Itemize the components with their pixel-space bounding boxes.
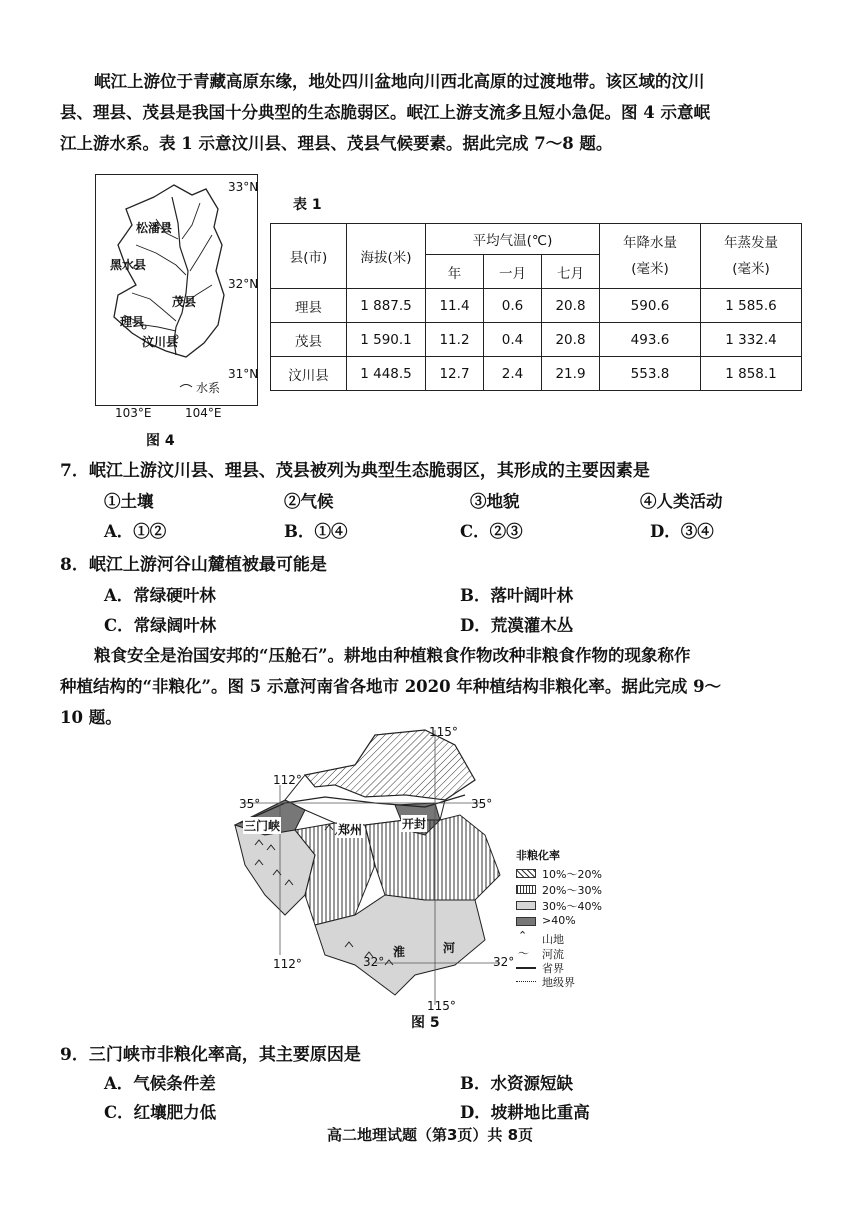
q8-option-b[interactable]: B．落叶阔叶林 <box>460 586 573 605</box>
table-row <box>271 323 802 357</box>
q7-option-b[interactable]: B．①④ <box>284 522 348 541</box>
tributary <box>182 203 200 239</box>
legend-label: 山地 <box>542 933 564 946</box>
legend-water-label: 水系 <box>196 381 221 395</box>
header-county: 县(市) <box>271 224 347 289</box>
table-cell: 12.7 <box>426 357 484 391</box>
header-year: 年 <box>426 255 484 289</box>
legend-water-symbol <box>180 385 192 388</box>
table-1-title: 表 1 <box>293 197 322 213</box>
province-border-icon <box>516 967 536 969</box>
place-label: 汶川县 <box>142 335 179 349</box>
q8-option-c[interactable]: C．常绿阔叶林 <box>104 616 217 635</box>
header-precip-line2: (毫米) <box>631 261 669 277</box>
table-cell: 11.4 <box>426 289 484 323</box>
table-cell: 茂县 <box>271 323 347 357</box>
river-label: 河 <box>443 941 456 955</box>
lon-label: 112° <box>273 773 302 787</box>
main-river <box>172 197 188 355</box>
table-cell: 理县 <box>271 289 347 323</box>
header-precip-line1: 年降水量 <box>623 235 677 251</box>
city-label: 三门峡 <box>244 819 281 833</box>
intro-line: 岷江上游位于青藏高原东缘，地处四川盆地向川西北高原的过渡地带。该区域的汶川 <box>94 72 705 91</box>
legend-swatch-10-20 <box>516 869 536 878</box>
legend-label: >40% <box>542 914 576 927</box>
intro-line: 江上游水系。表 1 示意汶川县、理县、茂县气候要素。据此完成 7～8 题。 <box>60 134 613 153</box>
lat-label: 33°N <box>228 180 259 194</box>
river-icon: 〜 <box>518 947 529 960</box>
q8-option-a[interactable]: A．常绿硬叶林 <box>104 586 216 605</box>
q9-option-a[interactable]: A．气候条件差 <box>104 1074 216 1093</box>
legend-label: 20%～30% <box>542 884 602 897</box>
legend-label: 省界 <box>542 962 564 975</box>
lon-label: 115° <box>427 999 456 1013</box>
legend-label: 10%～20% <box>542 868 602 881</box>
legend-label: 30%～40% <box>542 900 602 913</box>
q7-option-c[interactable]: C．②③ <box>460 522 523 541</box>
place-label: 黑水县 <box>110 258 147 272</box>
table-cell: 590.6 <box>600 289 701 323</box>
table-cell: 1 448.5 <box>347 357 426 391</box>
lat-label: 31°N <box>228 367 259 381</box>
table-cell: 1 590.1 <box>347 323 426 357</box>
intro-line: 县、理县、茂县是我国十分典型的生态脆弱区。岷江上游支流多且短小急促。图 4 示意岷 <box>60 103 710 122</box>
header-avg-temp: 平均气温(℃) <box>426 224 600 255</box>
header-jul: 七月 <box>542 255 600 289</box>
table-cell: 553.8 <box>600 357 701 391</box>
table-row <box>271 289 802 323</box>
lat-label: 35° <box>471 797 493 811</box>
place-label: 理县 <box>120 315 145 329</box>
legend-label: 地级界 <box>542 976 575 989</box>
river-label: 淮 <box>393 945 406 959</box>
q7-factor: ③地貌 <box>470 492 520 511</box>
table-cell: 21.9 <box>542 357 600 391</box>
table-cell: 1 585.6 <box>701 289 802 323</box>
q9-option-c[interactable]: C．红壤肥力低 <box>104 1103 217 1122</box>
lon-label: 115° <box>429 725 458 739</box>
mountain-icon: ⌃ <box>518 929 528 942</box>
intro-paragraph-2 <box>60 640 805 733</box>
table-row <box>271 357 802 391</box>
table-cell: 1 332.4 <box>701 323 802 357</box>
legend-swatch-30-40 <box>516 901 536 910</box>
table-cell: 11.2 <box>426 323 484 357</box>
lat-label: 35° <box>239 797 261 811</box>
q7-option-a[interactable]: A．①② <box>104 522 167 541</box>
header-evap <box>701 224 802 289</box>
intro-line: 粮食安全是治国安邦的“压舱石”。耕地由种植粮食作物改种非粮食作物的现象称作 <box>94 646 691 665</box>
q9-option-b[interactable]: B．水资源短缺 <box>460 1074 573 1093</box>
city-label: 开封 <box>402 817 427 831</box>
place-label: 松潘县 <box>136 221 173 235</box>
eastern-region <box>365 815 500 900</box>
legend-title: 非粮化率 <box>516 849 560 862</box>
figure-4-caption: 图 4 <box>146 433 175 449</box>
header-altitude: 海拔(米) <box>347 224 426 289</box>
city-label: 郑州 <box>338 823 363 837</box>
intro-paragraph-1 <box>60 66 805 159</box>
figure-5-caption: 图 5 <box>411 1015 440 1031</box>
lon-label: 112° <box>273 957 302 971</box>
lat-label: 32° <box>363 955 385 969</box>
table-cell: 汶川县 <box>271 357 347 391</box>
q7-factor: ①土壤 <box>104 492 154 511</box>
table-cell: 20.8 <box>542 289 600 323</box>
legend-label: 河流 <box>542 948 564 961</box>
climate-table <box>270 223 802 391</box>
table-cell: 1 858.1 <box>701 357 802 391</box>
lat-label: 32°N <box>228 277 259 291</box>
tributary <box>190 235 212 271</box>
question-8-stem: 8．岷江上游河谷山麓植被最可能是 <box>60 555 327 575</box>
legend-swatch-20-30 <box>516 885 536 894</box>
q9-option-d[interactable]: D．坡耕地比重高 <box>460 1103 590 1122</box>
table-cell: 0.6 <box>484 289 542 323</box>
lon-label: 104°E <box>185 406 222 420</box>
figure-5-legend <box>512 847 622 987</box>
header-evap-line1: 年蒸发量 <box>724 235 778 251</box>
lon-label: 103°E <box>115 406 152 420</box>
table-cell: 493.6 <box>600 323 701 357</box>
intro-line: 10 题。 <box>60 708 122 727</box>
q8-option-d[interactable]: D．荒漠灌木丛 <box>460 616 574 635</box>
table-cell: 0.4 <box>484 323 542 357</box>
q7-factor: ②气候 <box>284 492 334 511</box>
question-9-stem: 9．三门峡市非粮化率高，其主要原因是 <box>60 1045 361 1065</box>
page-footer: 高二地理试题（第3页）共 8页 <box>326 1126 534 1144</box>
header-jan: 一月 <box>484 255 542 289</box>
table-cell: 2.4 <box>484 357 542 391</box>
legend-swatch-over-40 <box>516 917 536 926</box>
lat-label: 32° <box>493 955 515 969</box>
city-border-icon <box>516 981 536 982</box>
q7-factor: ④人类活动 <box>640 492 723 511</box>
intro-line: 种植结构的“非粮化”。图 5 示意河南省各地市 2020 年种植结构非粮化率。据此完成 9～ <box>60 677 722 696</box>
q7-option-d[interactable]: D．③④ <box>650 522 714 541</box>
place-label: 茂县 <box>172 295 197 309</box>
table-cell: 1 887.5 <box>347 289 426 323</box>
table-header-row <box>271 224 802 255</box>
header-evap-line2: (毫米) <box>732 261 770 277</box>
table-cell: 20.8 <box>542 323 600 357</box>
header-precip <box>600 224 701 289</box>
question-7-stem: 7．岷江上游汶川县、理县、茂县被列为典型生态脆弱区，其形成的主要因素是 <box>60 461 650 481</box>
